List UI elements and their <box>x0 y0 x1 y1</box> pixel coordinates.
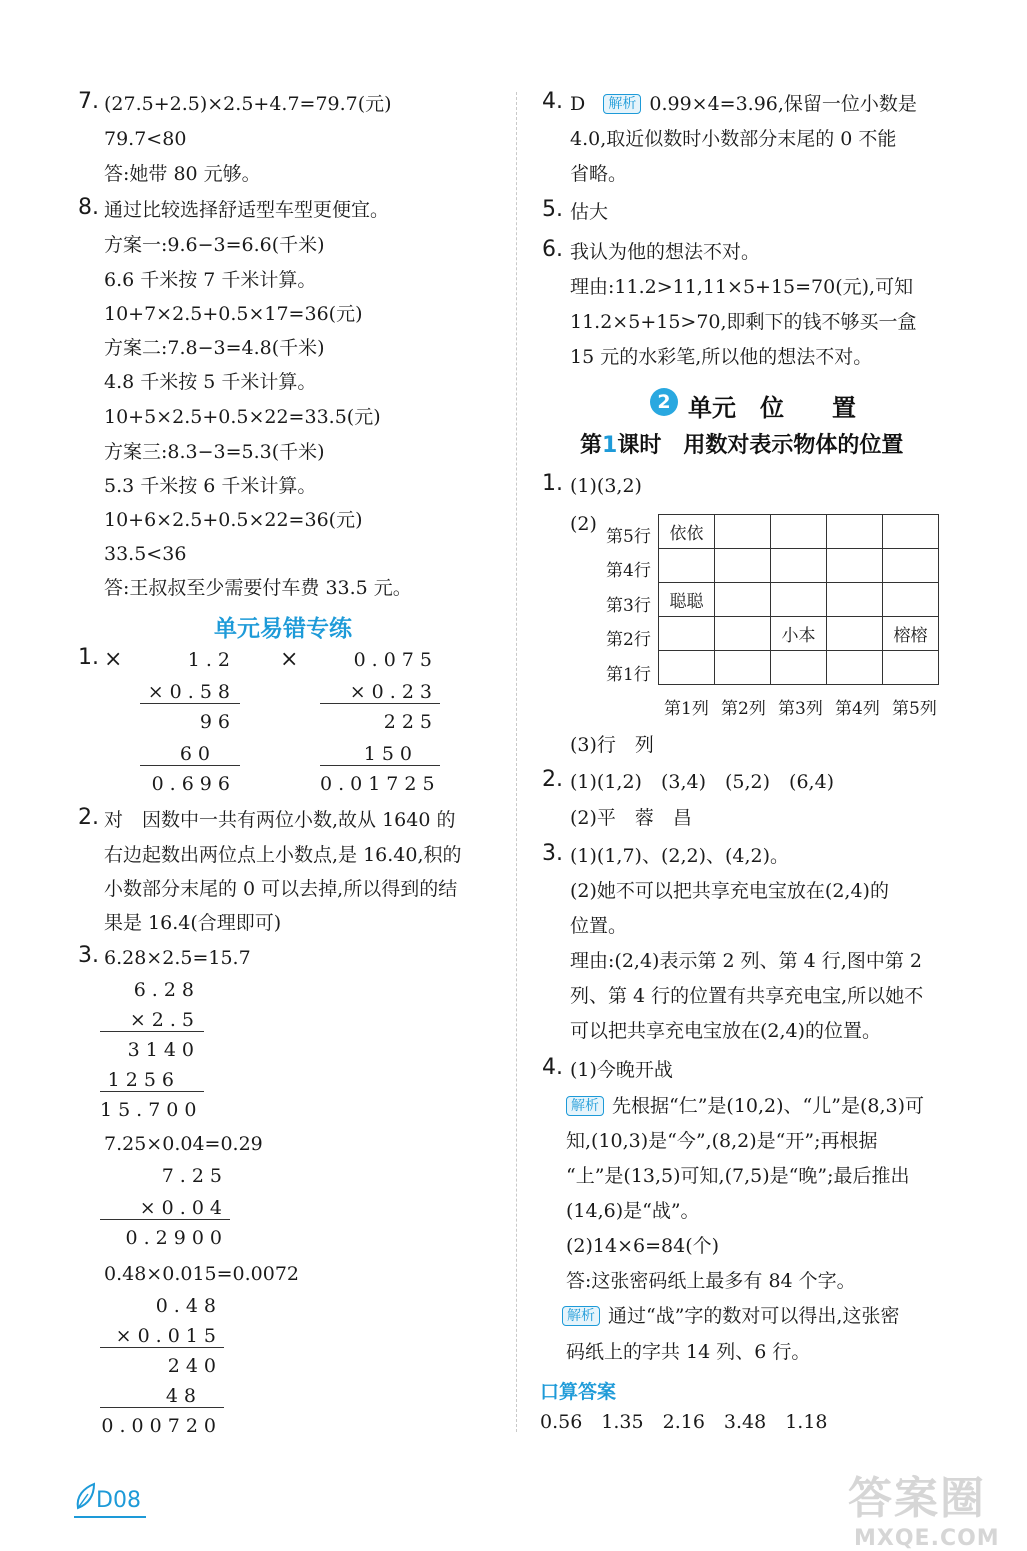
p1-c: (3)行 列 <box>570 734 654 756</box>
grid-cell <box>715 515 771 549</box>
grid-cell: 小本 <box>771 617 827 651</box>
grid-cell <box>771 549 827 583</box>
unit-title: 单元 位 置 <box>688 394 856 422</box>
vertical-calc-line: 0.696 <box>151 773 236 795</box>
q8-line: 方案三:8.3−3=5.3(千米) <box>104 441 325 463</box>
q4-analysis: 省略。 <box>570 163 628 185</box>
grid-cell <box>715 583 771 617</box>
vertical-calc-line: ×0.015 <box>115 1325 222 1347</box>
grid-cell <box>883 583 939 617</box>
q6-number: 6. <box>542 237 563 262</box>
column-divider <box>516 92 517 1432</box>
grid-cell <box>771 515 827 549</box>
grid-cell <box>659 549 715 583</box>
p2-number: 2. <box>542 767 563 792</box>
grid-cell <box>827 549 883 583</box>
e3-equation: 0.48×0.015=0.0072 <box>104 1263 300 1285</box>
vertical-calc-line: 0.00720 <box>101 1415 222 1437</box>
vertical-calc-line: 0.075 <box>353 649 438 671</box>
calc-rule <box>140 765 240 766</box>
p3-line: (2)她不可以把共享充电宝放在(2,4)的 <box>570 880 889 902</box>
e2-line: 小数部分末尾的 0 可以去掉,所以得到的结 <box>104 878 458 900</box>
q8-line: 10+5×2.5+0.5×22=33.5(元) <box>104 406 381 428</box>
vertical-calc-line: 7.25 <box>161 1165 228 1187</box>
e2-number: 2. <box>78 805 99 830</box>
oral-calc-answers: 0.56 1.35 2.16 3.48 1.18 <box>540 1411 828 1433</box>
grid-cell <box>883 515 939 549</box>
p3-line: (1)(1,7)、(2,2)、(4,2)。 <box>570 845 790 867</box>
calc-rule <box>100 1347 224 1348</box>
col-label: 第5列 <box>892 699 937 719</box>
q6-line: 11.2×5+15>70,即剩下的钱不够买一盒 <box>570 311 917 333</box>
analysis-tag: 解析 <box>566 1096 604 1116</box>
vertical-calc-line: 0.01725 <box>320 773 441 795</box>
vertical-calc-line: ×0.04 <box>139 1197 228 1219</box>
q7-line: 79.7<80 <box>104 128 187 150</box>
grid-cell: 聪聪 <box>659 583 715 617</box>
wrong-mark: × <box>280 647 299 672</box>
e3-number: 3. <box>78 943 99 968</box>
vertical-calc-line: ×0.58 <box>147 681 236 703</box>
vertical-calc-line: 3140 <box>127 1039 200 1061</box>
p3-line: 可以把共享充电宝放在(2,4)的位置。 <box>570 1020 882 1042</box>
calc-rule <box>140 703 240 704</box>
q8-line: 方案一:9.6−3=6.6(千米) <box>104 234 325 256</box>
lesson-title: 第1课时 用数对表示物体的位置 <box>580 433 904 458</box>
p1-a: (1)(3,2) <box>570 475 642 497</box>
grid-cell: 依依 <box>659 515 715 549</box>
p4-b: (2)14×6=84(个) <box>566 1235 720 1257</box>
e2-line: 右边起数出两位点上小数点,是 16.40,积的 <box>104 844 462 866</box>
q8-line: 通过比较选择舒适型车型更便宜。 <box>104 199 390 221</box>
e2-line: 对 因数中一共有两位小数,故从 1640 的 <box>104 809 456 831</box>
p3-number: 3. <box>542 841 563 866</box>
grid-cell <box>883 549 939 583</box>
page-number: D08 <box>96 1488 141 1513</box>
calc-rule <box>100 1031 204 1032</box>
q4-number: 4. <box>542 89 563 114</box>
grid-cell <box>771 583 827 617</box>
col-label: 第3列 <box>778 699 823 719</box>
grid-cell <box>715 617 771 651</box>
q6-line: 理由:11.2>11,11×5+15=70(元),可知 <box>570 276 914 298</box>
e3-equation: 7.25×0.04=0.29 <box>104 1133 263 1155</box>
q8-line: 10+6×2.5+0.5×22=36(元) <box>104 509 363 531</box>
p1-number: 1. <box>542 471 563 496</box>
grid-cell <box>659 651 715 685</box>
q4-analysis: 0.99×4=3.96,保留一位小数是 <box>649 93 917 115</box>
vertical-calc-line: 0.48 <box>155 1295 222 1317</box>
row-label: 第4行 <box>606 561 651 581</box>
q8-line: 5.3 千米按 6 千米计算。 <box>104 475 317 497</box>
vertical-calc-line: 48 <box>165 1385 202 1407</box>
grid-cell <box>827 583 883 617</box>
q8-line: 方案二:7.8−3=4.8(千米) <box>104 337 325 359</box>
grid-cell <box>715 651 771 685</box>
e1-number: 1. <box>78 645 99 670</box>
p4-analysis: 码纸上的字共 14 列、6 行。 <box>566 1341 811 1363</box>
p4-number: 4. <box>542 1055 563 1080</box>
wrong-mark: × <box>104 647 123 672</box>
unit-number-badge: 2 <box>650 388 678 416</box>
row-label: 第2行 <box>606 630 651 650</box>
p3-line: 列、第 4 行的位置有共享充电宝,所以她不 <box>570 985 924 1007</box>
grid-cell <box>659 617 715 651</box>
vertical-calc-line: 240 <box>167 1355 222 1377</box>
vertical-calc-line: ×2.5 <box>129 1009 200 1031</box>
p4-analysis: (14,6)是“战”。 <box>566 1200 700 1222</box>
vertical-calc-line: 96 <box>199 711 236 733</box>
vertical-calc-line: 1256 <box>107 1069 180 1091</box>
vertical-calc-line: 0.2900 <box>125 1227 228 1249</box>
grid-cell <box>827 617 883 651</box>
analysis-tag: 解析 <box>562 1306 600 1326</box>
leaf-icon <box>74 1482 98 1512</box>
q4-analysis: 4.0,取近似数时小数部分末尾的 0 不能 <box>570 128 897 150</box>
p4-analysis: “上”是(13,5)可知,(7,5)是“晚”;最后推出 <box>566 1165 910 1187</box>
p4-analysis-line: 解析 先根据“仁”是(10,2)、“儿”是(8,3)可 <box>566 1094 924 1118</box>
p4-answer: 答:这张密码纸上最多有 84 个字。 <box>566 1270 856 1292</box>
col-label: 第2列 <box>721 699 766 719</box>
calc-rule <box>100 1091 204 1092</box>
p4-a: (1)今晚开战 <box>570 1059 673 1081</box>
calc-rule <box>320 703 440 704</box>
vertical-calc-line: ×0.23 <box>349 681 438 703</box>
analysis-tag: 解析 <box>603 94 641 114</box>
grid-cell <box>827 515 883 549</box>
footer-rule <box>74 1516 146 1518</box>
q7-line: (27.5+2.5)×2.5+4.7=79.7(元) <box>104 93 392 115</box>
q4-answer: D <box>570 93 586 115</box>
q7-number: 7. <box>78 89 99 114</box>
q8-number: 8. <box>78 195 99 220</box>
q8-line: 10+7×2.5+0.5×17=36(元) <box>104 303 363 325</box>
p3-line: 位置。 <box>570 915 628 937</box>
vertical-calc-line: 15.700 <box>100 1099 203 1121</box>
grid-cell: 榕榕 <box>883 617 939 651</box>
q5-answer: 估大 <box>570 201 609 223</box>
col-label: 第1列 <box>664 699 709 719</box>
q8-line: 4.8 千米按 5 千米计算。 <box>104 371 317 393</box>
q8-line: 6.6 千米按 7 千米计算。 <box>104 269 317 291</box>
grid-cell <box>771 651 827 685</box>
row-label: 第3行 <box>606 596 651 616</box>
oral-calc-title: 口算答案 <box>540 1381 617 1403</box>
e3-equation: 6.28×2.5=15.7 <box>104 947 251 969</box>
col-label: 第4列 <box>835 699 880 719</box>
q5-number: 5. <box>542 197 563 222</box>
vertical-calc-line: 225 <box>383 711 438 733</box>
vertical-calc-line: 150 <box>363 743 418 765</box>
row-label: 第1行 <box>606 665 651 685</box>
calc-rule <box>100 1407 224 1408</box>
p2-a: (1)(1,2) (3,4) (5,2) (6,4) <box>570 771 835 793</box>
q6-line: 15 元的水彩笔,所以他的想法不对。 <box>570 346 873 368</box>
p4-analysis: 知,(10,3)是“今”,(8,2)是“开”;再根据 <box>566 1130 878 1152</box>
watermark: 答案圈 MXQE.COM <box>848 1473 1000 1551</box>
grid-cell <box>827 651 883 685</box>
section-title: 单元易错专练 <box>214 616 352 642</box>
p2-b: (2)平 蓉 昌 <box>570 807 692 829</box>
p1-b: (2) <box>570 513 597 535</box>
vertical-calc-line: 60 <box>179 743 216 765</box>
calc-rule <box>100 1219 230 1220</box>
p4-analysis-line: 解析 通过“战”字的数对可以得出,这张密 <box>562 1304 899 1328</box>
vertical-calc-line: 1.2 <box>187 649 236 671</box>
q7-answer: 答:她带 80 元够。 <box>104 163 261 185</box>
p3-line: 理由:(2,4)表示第 2 列、第 4 行,图中第 2 <box>570 950 922 972</box>
row-label: 第5行 <box>606 527 651 547</box>
position-grid <box>658 514 939 685</box>
q8-line: 33.5<36 <box>104 543 187 565</box>
q8-answer: 答:王叔叔至少需要付车费 33.5 元。 <box>104 577 412 599</box>
vertical-calc-line: 6.28 <box>133 979 200 1001</box>
q4-answer-line <box>570 92 917 116</box>
grid-cell <box>883 651 939 685</box>
grid-cell <box>715 549 771 583</box>
q6-line: 我认为他的想法不对。 <box>570 241 761 263</box>
e2-line: 果是 16.4(合理即可) <box>104 912 282 934</box>
calc-rule <box>320 765 440 766</box>
